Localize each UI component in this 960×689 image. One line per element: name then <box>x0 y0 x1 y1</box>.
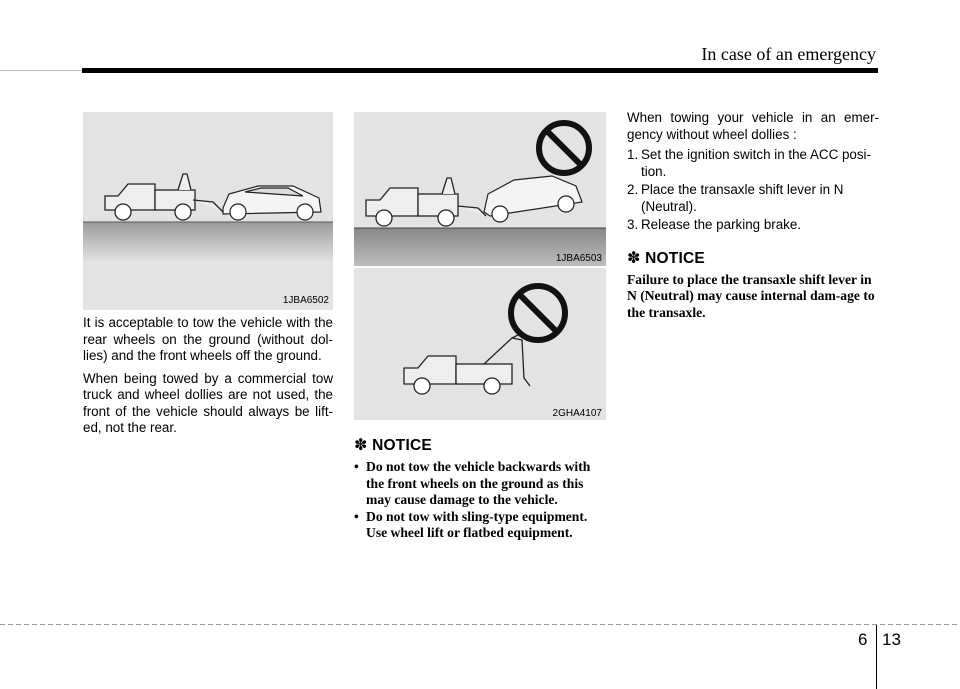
tow-truck-rear-illustration <box>354 112 606 266</box>
paragraph: When being towed by a commercial tow truck and wheel dollies are not used, the front of the vehicle should always be lift-ed, not the rear. <box>83 370 333 435</box>
page-number: 13 <box>882 630 901 649</box>
prohibited-icon <box>511 286 565 340</box>
list-item: 3. Release the parking brake. <box>627 217 802 232</box>
list-item: • Do not tow with sling-type equipment. Use wheel lift or flatbed equipment. <box>354 508 588 540</box>
list-item: 2. Place the transaxle shift lever in N (Neutral). <box>627 182 844 214</box>
figure-tow-prohibited-rear <box>354 112 606 266</box>
header-rule <box>82 68 878 73</box>
figure-tow-truck-front-lift <box>83 112 333 310</box>
column-2-notice <box>354 435 606 542</box>
intro-text: When towing your vehicle in an emer-gency without wheel dollies : <box>627 110 879 142</box>
bullet-icon: • <box>354 459 359 474</box>
figure-code: 2GHA4107 <box>552 408 602 419</box>
column-3 <box>627 110 879 321</box>
chapter-number: 6 <box>858 630 868 649</box>
tow-truck-illustration <box>83 112 333 310</box>
page-divider <box>876 625 877 689</box>
column-1-text <box>83 315 333 443</box>
section-title: In case of an emergency <box>701 44 876 64</box>
notice-star-icon: ✽ <box>627 249 641 267</box>
notice-star-icon: ✽ <box>354 437 368 454</box>
header-rule-left <box>0 70 82 71</box>
list-item: 1. Set the ignition switch in the ACC posi-tion. <box>627 147 871 179</box>
figure-code: 1JBA6502 <box>282 295 329 306</box>
sling-tow-truck-illustration <box>354 268 606 420</box>
notice-bullets <box>354 459 606 542</box>
figure-code: 1JBA6503 <box>555 253 602 264</box>
notice-text: Failure to place the transaxle shift lever in N (Neutral) may cause internal dam-age to the transaxle. <box>627 271 875 320</box>
prohibited-icon <box>539 123 589 173</box>
notice-heading: ✽ NOTICE <box>627 249 705 267</box>
list-item: • Do not tow the vehicle backwards with the front wheels on the ground as this may cause damage to the vehicle. <box>354 459 591 507</box>
bullet-icon: • <box>354 508 359 524</box>
figure-sling-tow-prohibited <box>354 268 606 420</box>
paragraph: It is acceptable to tow the vehicle with the rear wheels on the ground (without dol-lies) and the front wheels off the ground. <box>83 315 333 363</box>
notice-heading: ✽ NOTICE <box>354 437 432 454</box>
footer-rule <box>0 624 960 625</box>
